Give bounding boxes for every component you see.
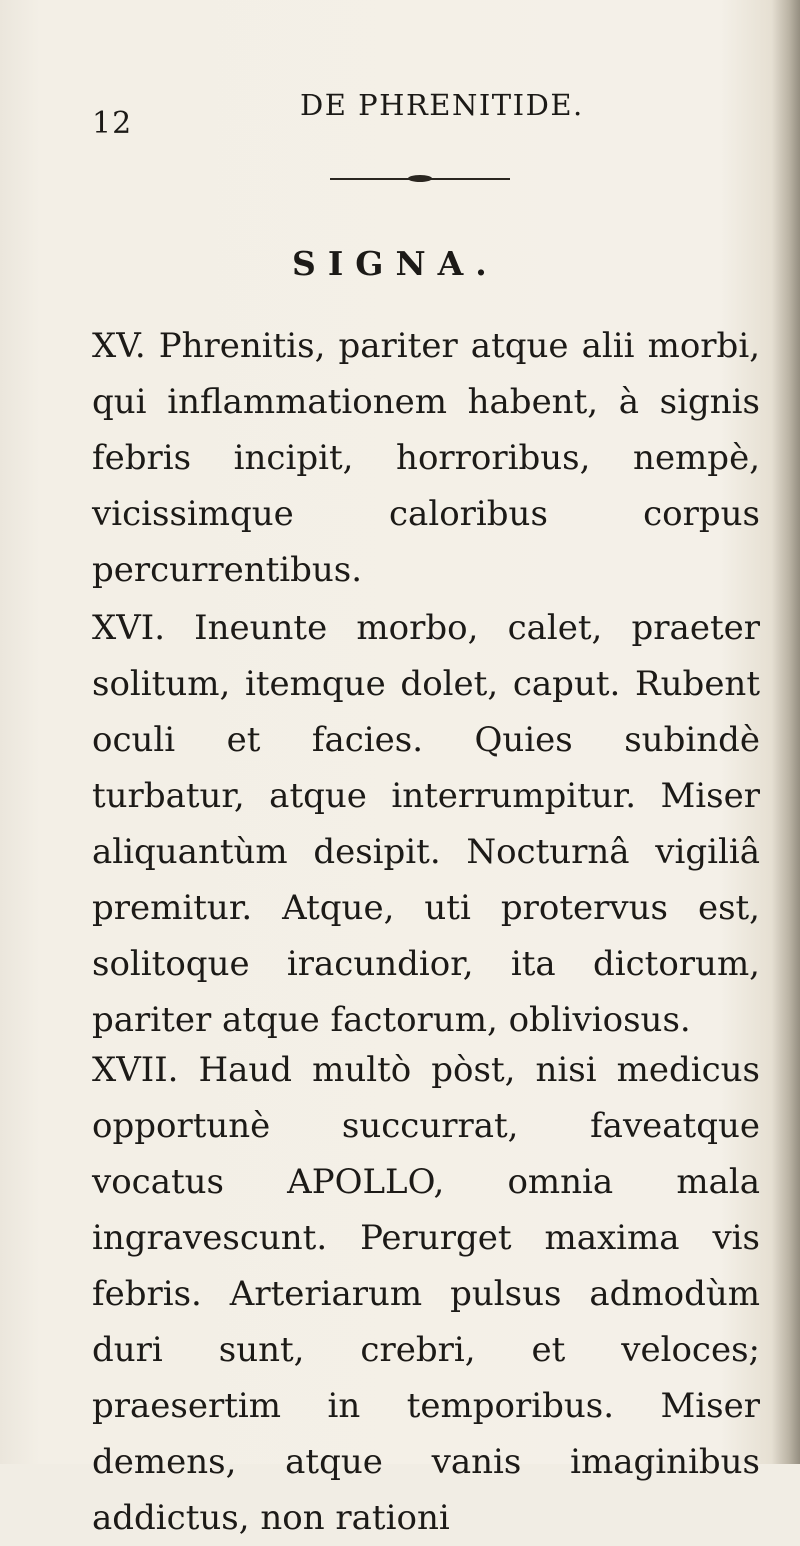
paragraph-xvi: XVI. Ineunte morbo, calet, praeter solitum, itemque dolet, caput. Rubent oculi et facies. Quies subindè turbatur, atque interrumpitur. Miser aliquantùm desipit. Nocturnâ vigiliâ premitur. Atque, uti protervus est, solitoque iracundior, ita dictorum, pariter atque factorum, obliviosus. xyxy=(92,608,760,1040)
running-head: DE PHRENITIDE. xyxy=(300,88,584,122)
paragraph-xv: XV. Phrenitis, pariter atque alii morbi, qui inflammationem habent, à signis febris incipit, horroribus, nempè, vicissimque caloribus corpus percurrentibus. xyxy=(92,326,760,590)
ornamental-rule-center xyxy=(408,175,432,182)
page-number: 12 xyxy=(92,106,133,141)
section-heading: SIGNA. xyxy=(292,244,499,283)
page-edge-shadow xyxy=(772,0,800,1464)
paragraph-xvii: XVII. Haud multò pòst, nisi medicus opportunè succurrat, faveatque vocatus APOLLO, omnia mala ingravescunt. Perurget maxima vis febris. Arteriarum pulsus admodùm duri sunt, crebri, et veloces; praesertim in temporibus. Miser demens, atque vanis imaginibus addictus, non rationi xyxy=(92,1050,760,1538)
